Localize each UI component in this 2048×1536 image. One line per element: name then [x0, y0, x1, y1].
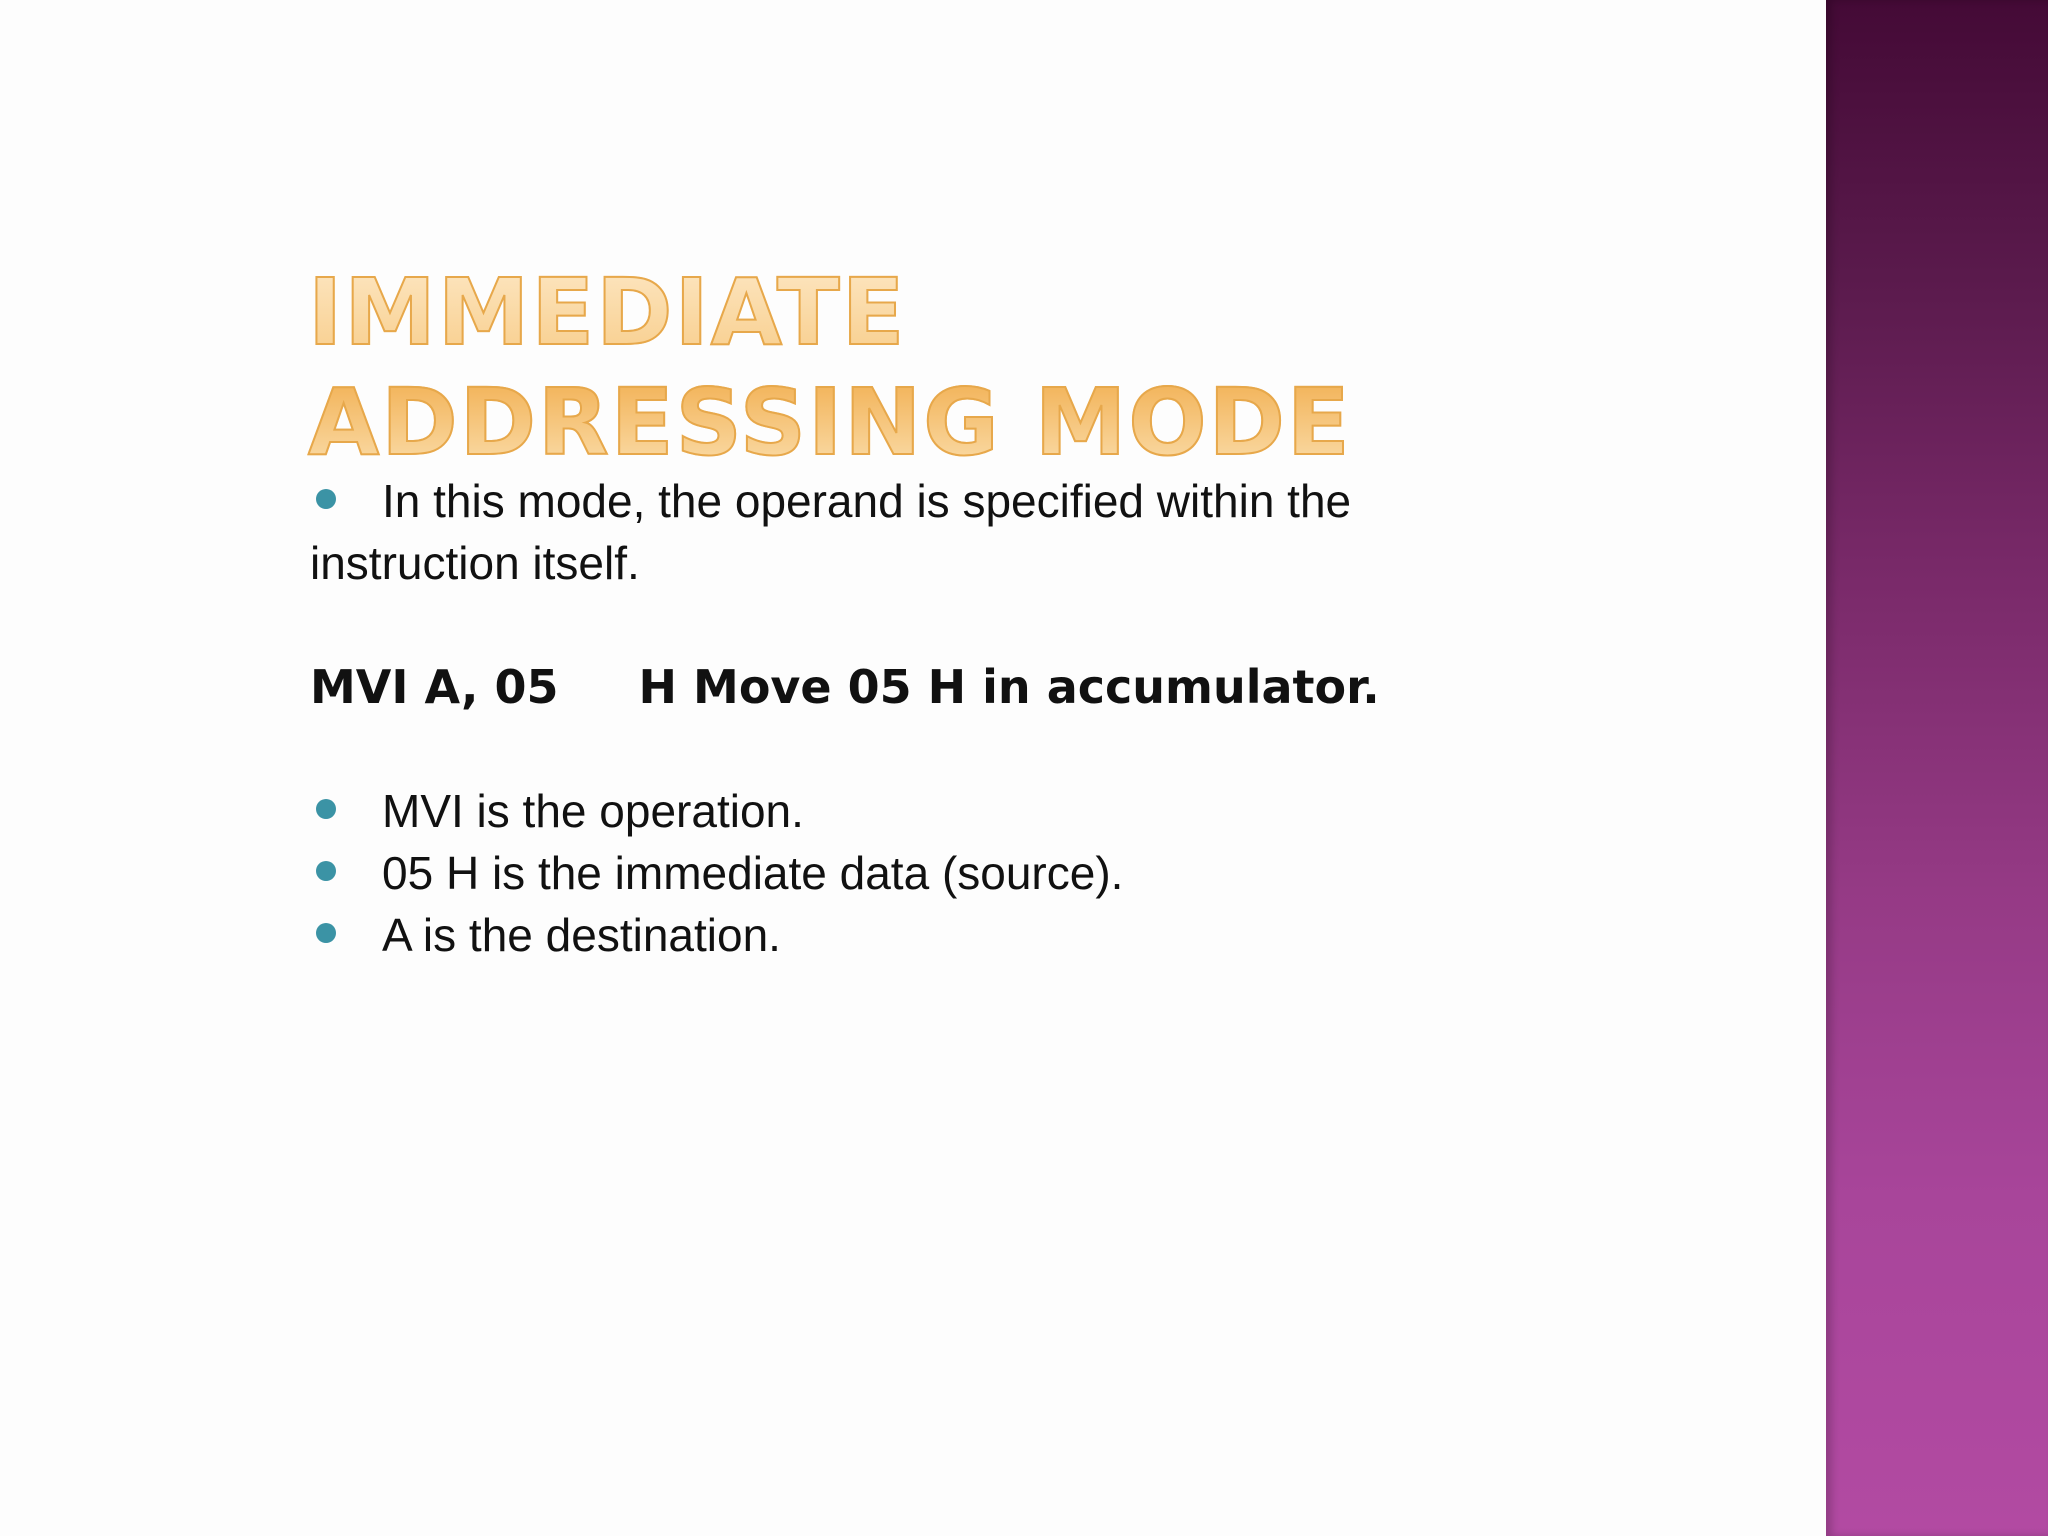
list-item	[310, 842, 1360, 904]
bullet-dot-icon	[316, 489, 336, 509]
bullet-lead	[310, 904, 382, 966]
list-item	[310, 904, 1360, 966]
bullet-text: 05 H is the immediate data (source).	[382, 847, 1124, 899]
bullet-list	[310, 780, 1360, 966]
bullet-lead	[310, 842, 382, 904]
example-instruction: MVI A, 05 H Move 05 H in accumulator.	[310, 660, 1380, 714]
list-item	[310, 780, 1360, 842]
bullet-dot-icon	[316, 861, 336, 881]
decorative-side-band	[1826, 0, 2048, 1536]
slide-title: IMMEDIATE ADDRESSING MODE	[308, 258, 1408, 478]
bullet-text: A is the destination.	[382, 909, 781, 961]
intro-text: In this mode, the operand is specified within the instruction itself.	[310, 475, 1352, 589]
intro-paragraph	[310, 470, 1360, 594]
slide-body	[310, 470, 1380, 966]
bullet-text: MVI is the operation.	[382, 785, 804, 837]
bullet-dot-icon	[316, 923, 336, 943]
bullet-lead	[310, 780, 382, 842]
bullet-dot-icon	[316, 799, 336, 819]
bullet-lead	[310, 470, 382, 532]
